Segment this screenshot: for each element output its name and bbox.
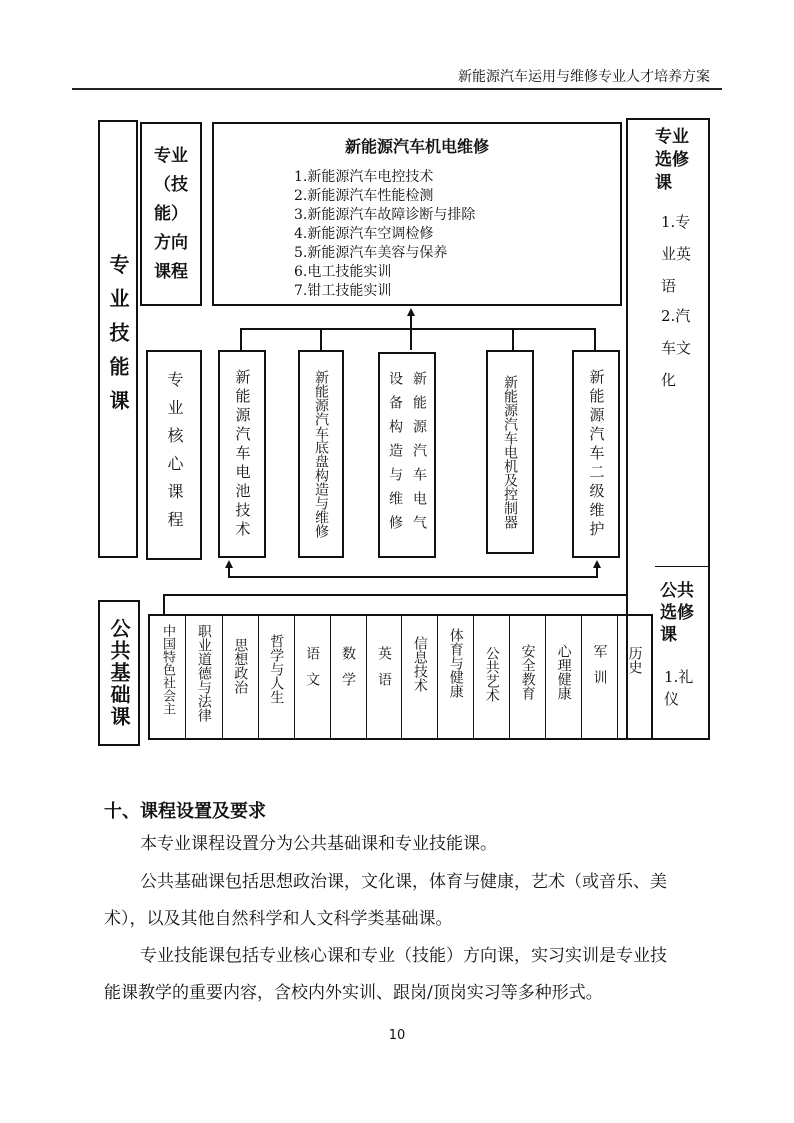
public-course-cell (438, 616, 474, 738)
public-course-label: 思想政治 (232, 638, 249, 694)
public-elective-label: 公共选修课 (660, 581, 694, 645)
connector-line (163, 594, 165, 614)
arrow-up-icon (225, 560, 233, 568)
direction-title: 新能源汽车机电维修 (344, 137, 489, 156)
connector-line (240, 328, 596, 330)
connector-line (512, 328, 514, 350)
public-course-table (148, 614, 653, 740)
public-basic-label: 公共基础课 (107, 618, 131, 728)
public-course-label: 历史 (626, 646, 643, 674)
body-paragraph: 公共基础课包括思想政治课，文化课，体育与健康，艺术（或音乐、美 (140, 872, 667, 892)
public-course-label: 体育与健康 (447, 628, 464, 698)
public-course-label: 心理健康 (555, 644, 572, 700)
direction-item-list (294, 166, 475, 299)
connector-line (240, 328, 242, 350)
arrow-up-icon (407, 308, 415, 316)
arrow-up-icon (593, 560, 601, 568)
public-course-cell (474, 616, 510, 738)
section-heading: 十、课程设置及要求 (104, 801, 266, 822)
public-course-cell (546, 616, 582, 738)
public-course-label: 公共艺术 (483, 646, 500, 702)
public-course-cell (331, 616, 367, 738)
public-course-label: 信息技术 (411, 636, 428, 692)
public-course-cell (582, 616, 618, 738)
direction-item: 3.新能源汽车故障诊断与排除 (294, 207, 476, 223)
direction-item: 6.电工技能实训 (294, 264, 392, 280)
public-course-cell (402, 616, 438, 738)
major-elective-item: 2.汽车文化 (661, 307, 692, 389)
core-course-label: 新能源汽车底盘构造与维修 (313, 370, 329, 538)
public-course-cell (367, 616, 403, 738)
core-course-label: 新能源汽车二级维护 (587, 368, 606, 540)
connector-line (410, 328, 412, 350)
major-elective-label: 专业选修课 (655, 127, 689, 193)
public-course-cell (259, 616, 295, 738)
connector-line (228, 576, 598, 578)
public-basic-label-box (98, 600, 140, 746)
public-course-cell (618, 616, 651, 738)
connector-line (163, 594, 628, 596)
core-course-box (298, 350, 344, 558)
page-header-title: 新能源汽车运用与维修专业人才培养方案 (458, 69, 710, 85)
connector-line (594, 328, 596, 350)
direction-label: 专业（技能）方向课程 (154, 145, 188, 282)
direction-item: 7.钳工技能实训 (294, 283, 392, 299)
connector-line (320, 328, 322, 350)
public-course-cell (510, 616, 546, 738)
direction-item: 1.新能源汽车电控技术 (294, 169, 434, 185)
core-course-label: 新能源汽车电机及控制器 (502, 375, 518, 529)
connector-line (626, 594, 628, 614)
direction-item: 2.新能源汽车性能检测 (294, 188, 434, 204)
public-course-label: 中国特色社会主 (159, 624, 175, 715)
public-course-cell (295, 616, 331, 738)
major-elective-item: 1.专业英语 (661, 213, 692, 295)
body-paragraph: 本专业课程设置分为公共基础课和专业技能课。 (140, 834, 497, 854)
core-course-label: 新能源汽车电池技术 (233, 368, 252, 540)
professional-skills-box (98, 120, 138, 558)
public-course-label: 英语 (375, 646, 392, 698)
body-paragraph: 专业技能课包括专业核心课和专业（技能）方向课，实习实训是专业技 (140, 946, 667, 966)
core-course-box (218, 350, 266, 558)
public-course-label: 职业道德与法律 (195, 624, 212, 722)
core-course-box (572, 350, 620, 558)
public-elective-item: 1.礼仪 (664, 668, 694, 708)
professional-skills-label: 专业技能课 (106, 254, 130, 424)
core-label-box (146, 350, 202, 560)
direction-item: 4.新能源汽车空调检修 (294, 226, 434, 242)
core-course-box (486, 350, 534, 554)
public-course-label: 哲学与人生 (268, 634, 285, 704)
page-number: 10 (388, 1028, 406, 1043)
core-course-box (378, 352, 436, 558)
body-paragraph: 能课教学的重要内容，含校内外实训、跟岗/顶岗实习等多种形式。 (104, 983, 603, 1003)
public-course-label: 安全教育 (519, 644, 536, 700)
public-course-label: 数学 (340, 646, 357, 698)
core-course-label: 新能源汽车电气设备构造与维修 (387, 371, 427, 539)
core-label: 专业核心课程 (165, 371, 184, 539)
public-course-cell (223, 616, 259, 738)
public-elective-divider (655, 566, 710, 567)
public-course-cell (150, 616, 186, 738)
connector-line (410, 316, 412, 328)
direction-course-box (212, 122, 622, 306)
direction-label-box (140, 122, 202, 306)
body-paragraph: 术），以及其他自然科学和人文科学类基础课。 (104, 909, 453, 929)
public-course-label: 军训 (591, 644, 608, 696)
direction-item: 5.新能源汽车美容与保养 (294, 245, 448, 261)
public-course-cell (186, 616, 223, 738)
public-course-label: 语文 (304, 646, 321, 698)
